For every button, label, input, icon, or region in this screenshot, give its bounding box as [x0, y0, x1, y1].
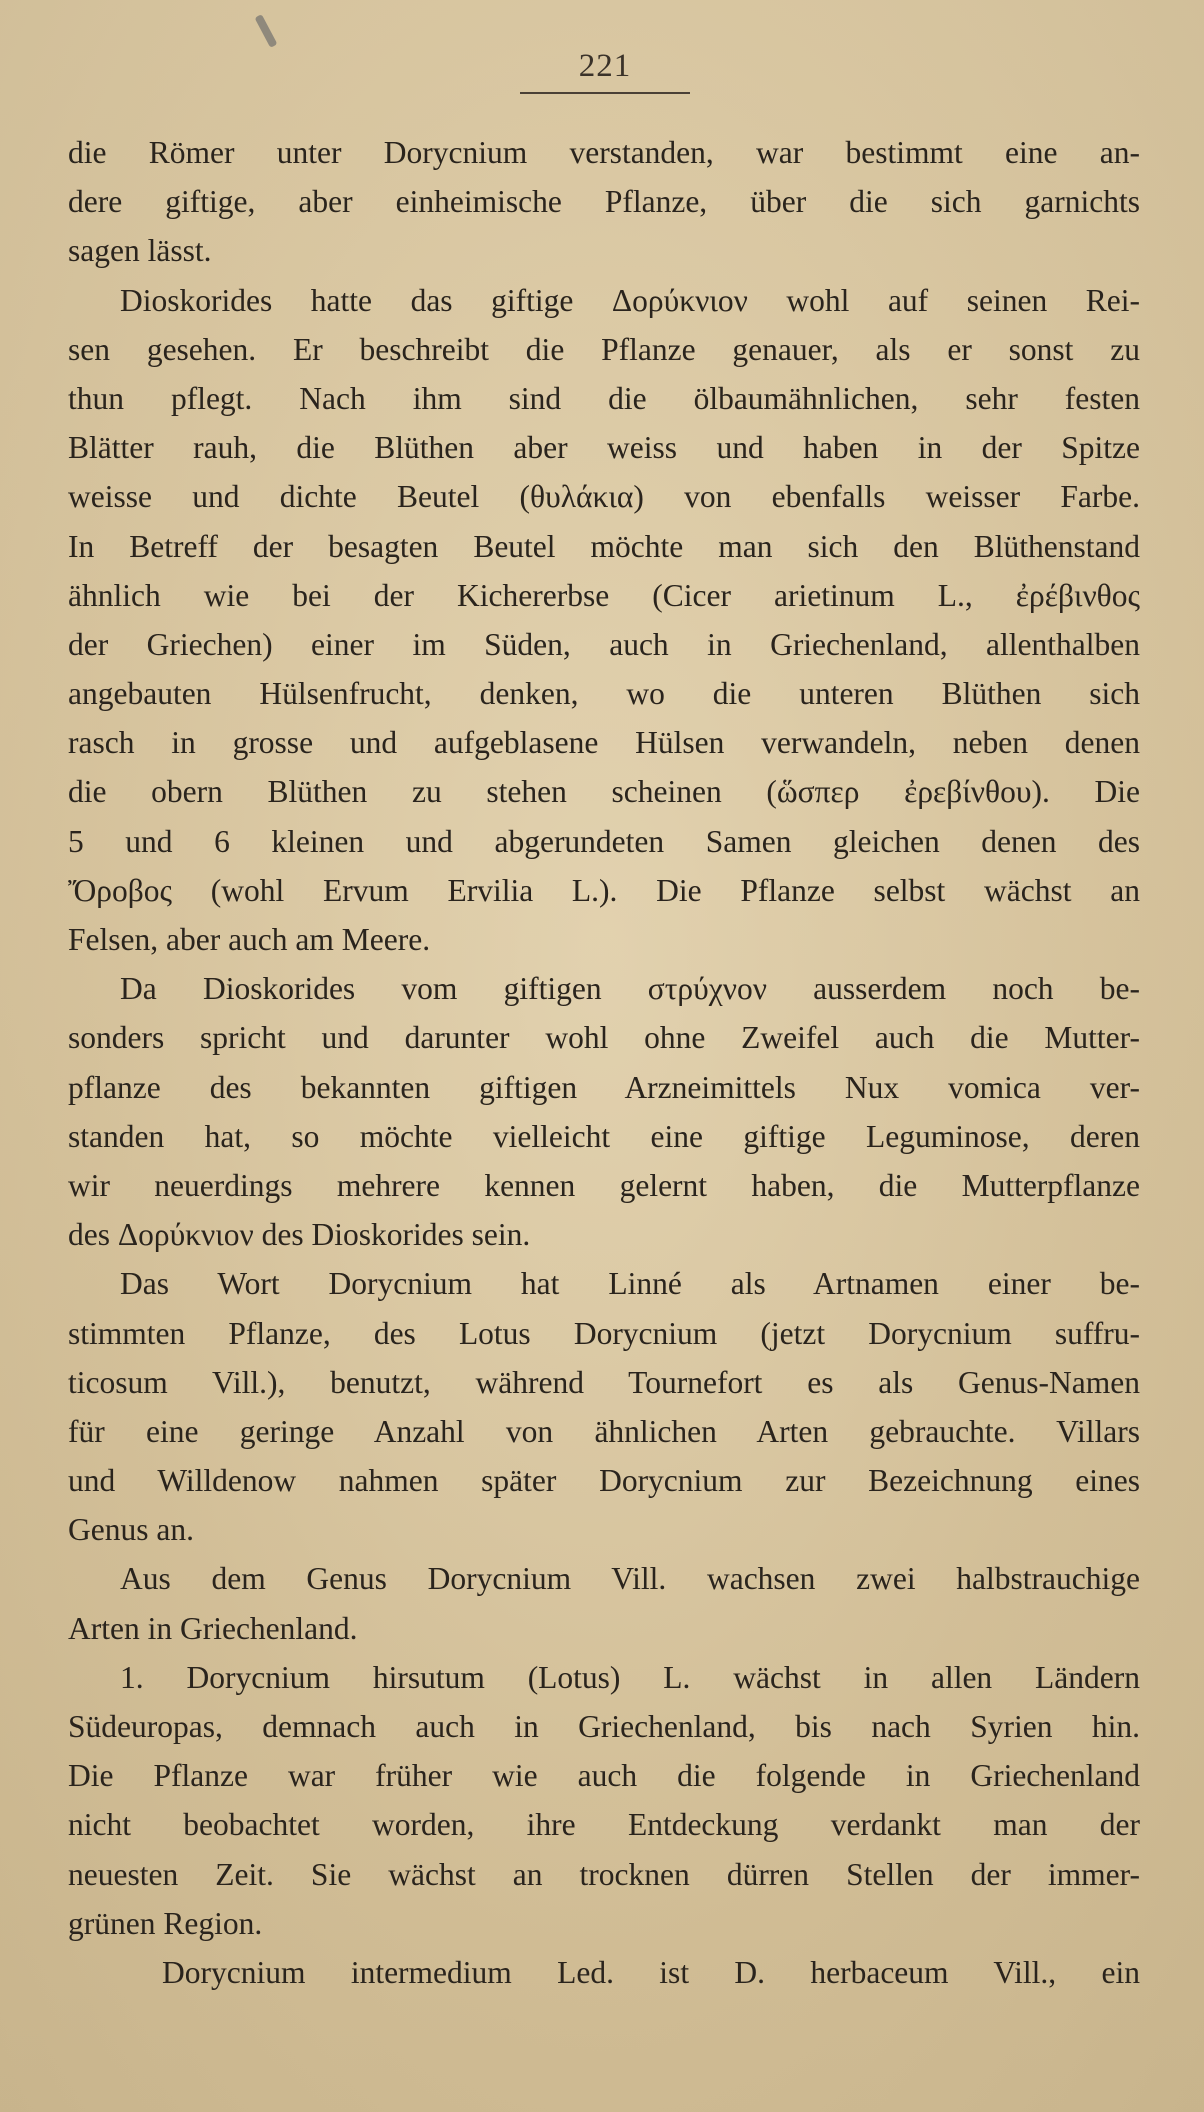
page-number: 221 — [578, 48, 632, 84]
text-line: Blätter rauh, die Blüthen aber weiss und haben in der Spitze — [68, 430, 1140, 466]
text-line: sen gesehen. Er beschreibt die Pflanze genauer, als er sonst zu — [68, 331, 1140, 367]
header-rule — [520, 92, 690, 94]
text-line: der Griechen) einer im Süden, auch in Griechenland, allenthalben — [68, 626, 1140, 662]
text-line: nicht beobachtet worden, ihre Entdeckung verdankt man der — [68, 1807, 1140, 1843]
text-line: Dorycnium intermedium Led. ist D. herbaceum Vill., ein — [162, 1954, 1140, 1990]
text-line: Südeuropas, demnach auch in Griechenland, bis nach Syrien hin. — [68, 1709, 1140, 1744]
text-line: ähnlich wie bei der Kichererbse (Cicer arietinum L., ἐρέβινθος — [68, 577, 1140, 613]
text-line: In Betreff der besagten Beutel möchte man sich den Blüthenstand — [68, 528, 1140, 564]
text-line: Genus an. — [68, 1512, 194, 1548]
text-line: Da Dioskorides vom giftigen στρύχνον ausserdem noch be- — [120, 971, 1140, 1007]
text-line: standen hat, so möchte vielleicht eine giftige Leguminose, deren — [68, 1118, 1140, 1154]
text-line: stimmten Pflanze, des Lotus Dorycnium (jetzt Dorycnium suffru- — [68, 1315, 1140, 1351]
text-line: 5 und 6 kleinen und abgerundeten Samen gleichen denen des — [68, 823, 1140, 859]
text-line: und Willdenow nahmen später Dorycnium zur Bezeichnung eines — [68, 1463, 1140, 1499]
text-line: wir neuerdings mehrere kennen gelernt haben, die Mutterpflanze — [68, 1167, 1140, 1203]
text-line: für eine geringe Anzahl von ähnlichen Arten gebrauchte. Villars — [68, 1413, 1140, 1449]
text-line: Das Wort Dorycnium hat Linné als Artnamen einer be- — [120, 1266, 1140, 1302]
text-line: Ὄροβος (wohl Ervum Ervilia L.). Die Pflanze selbst wächst an — [68, 872, 1140, 908]
text-line: Felsen, aber auch am Meere. — [68, 922, 431, 957]
text-line: weisse und dichte Beutel (θυλάκια) von ebenfalls weisser Farbe. — [68, 479, 1140, 515]
text-line: angebauten Hülsenfrucht, denken, wo die unteren Blüthen sich — [68, 676, 1140, 712]
text-line: Die Pflanze war früher wie auch die folgende in Griechenland — [68, 1758, 1140, 1794]
text-line: neuesten Zeit. Sie wächst an trocknen dürren Stellen der immer- — [68, 1856, 1140, 1892]
text-line: die obern Blüthen zu stehen scheinen (ὥσπερ ἐρεβίνθου). Die — [68, 774, 1140, 810]
text-line: grünen Region. — [68, 1905, 263, 1941]
text-line: rasch in grosse und aufgeblasene Hülsen verwandeln, neben denen — [68, 725, 1140, 761]
text-line: pflanze des bekannten giftigen Arzneimittels Nux vomica ver- — [68, 1069, 1140, 1105]
text-line: dere giftige, aber einheimische Pflanze, über die sich garnichts — [68, 184, 1140, 220]
text-line: die Römer unter Dorycnium verstanden, war bestimmt eine an- — [68, 135, 1140, 170]
text-line: Aus dem Genus Dorycnium Vill. wachsen zwei halbstrauchige — [120, 1561, 1140, 1597]
text-line: sonders spricht und darunter wohl ohne Zweifel auch die Mutter- — [68, 1020, 1140, 1056]
text-line: Arten in Griechenland. — [68, 1610, 358, 1646]
text-line: thun pflegt. Nach ihm sind die ölbaumähnlichen, sehr festen — [68, 380, 1140, 416]
ink-mark — [254, 14, 277, 48]
text-line: Dioskorides hatte das giftige Δορύκνιον wohl auf seinen Rei- — [120, 282, 1140, 318]
text-line: 1. Dorycnium hirsutum (Lotus) L. wächst in allen Ländern — [120, 1659, 1140, 1695]
text-line: ticosum Vill.), benutzt, während Tournefort es als Genus-Namen — [68, 1364, 1140, 1400]
text-line: sagen lässt. — [68, 233, 212, 269]
text-line: des Δορύκνιον des Dioskorides sein. — [68, 1217, 531, 1253]
body-text — [68, 128, 1140, 1997]
